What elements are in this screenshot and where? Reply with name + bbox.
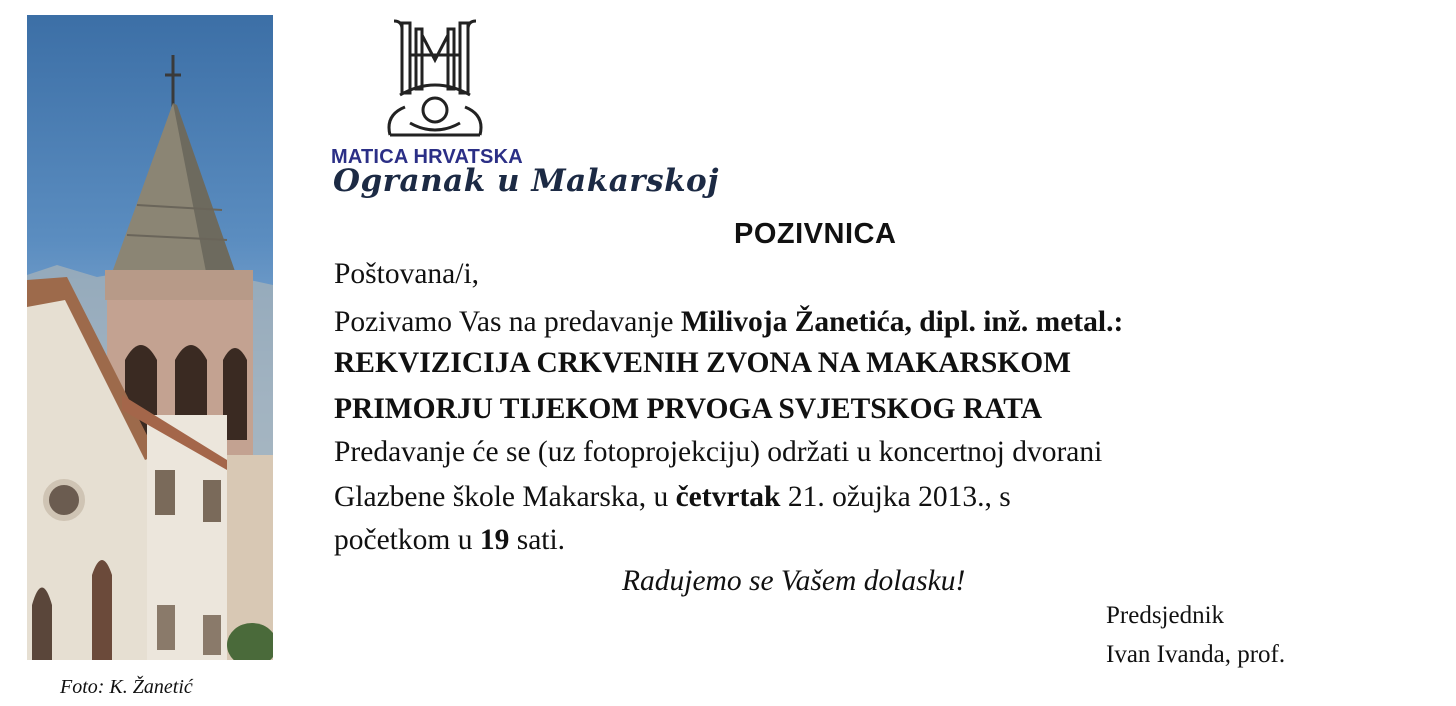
details-line-3 [334,522,565,558]
lecturer-name: Milivoja Žanetića, dipl. inž. metal.: [680,306,1124,338]
closing-line: Radujemo se Vašem dolasku! [622,565,966,597]
bell-tower-photo [27,15,273,660]
intro-line [334,304,1123,340]
invitation-title: POZIVNICA [734,218,897,250]
lecture-title-line-2: PRIMORJU TIJEKOM PRVOGA SVJETSKOG RATA [334,393,1043,425]
greeting: Poštovana/i, [334,258,480,290]
start-hour: 19 [479,524,510,556]
details-line-2 [334,479,1011,515]
details-line-2-prefix: Glazbene škole Makarska, u [334,481,676,513]
details-line-2-suffix: 21. ožujka 2013., s [780,481,1011,513]
intro-text: Pozivamo Vas na predavanje [334,306,681,338]
organization-branch: Ogranak u Makarskoj [333,163,719,199]
matica-hrvatska-logo-icon [380,15,490,145]
lecture-title-line-1: REKVIZICIJA CRKVENIH ZVONA NA MAKARSKOM [334,347,1071,379]
organization-name: MATICA HRVATSKA [331,146,523,168]
details-line-3-prefix: početkom u [334,524,480,556]
photo-caption: Foto: K. Žanetić [60,676,193,698]
signature-role: Predsjednik [1106,602,1225,629]
signature-name: Ivan Ivanda, prof. [1106,641,1286,668]
details-line-1: Predavanje će se (uz fotoprojekciju) održati u koncertnoj dvorani [334,436,1103,468]
weekday: četvrtak [675,481,781,513]
details-line-3-suffix: sati. [509,524,566,556]
